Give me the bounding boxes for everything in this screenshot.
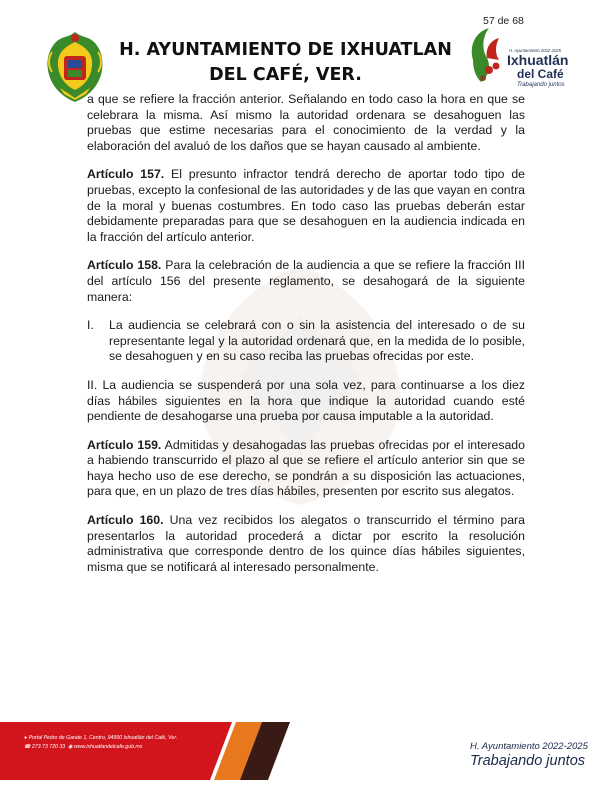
footer-contact <box>24 734 177 751</box>
brand-name-line2: del Café <box>517 67 564 81</box>
title-line-2: DEL CAFÉ, VER. <box>209 65 362 85</box>
intro-paragraph: a que se refiere la fracción anterior. Señalando en todo caso la hora en que se celebrara la misma. Así mismo la autoridad ordenara se desahoguen las pruebas que estime necesarias para el conocimiento de la verdad y la elaboración del avaluó de los daños que se hayan causado al ambiente. <box>87 92 525 153</box>
page-number: 57 de 68 <box>483 15 524 27</box>
footer-slogan-period: H. Ayuntamiento 2022-2025 <box>470 741 588 752</box>
footer-slogan-text: Trabajando juntos <box>470 753 586 769</box>
phone-icon: ☎ <box>24 743 31 750</box>
footer-address: Portal Pedro de Garate 1, Centro, 94950 Ixhuatlán del Café, Ver. <box>28 735 178 741</box>
brand-slogan: Trabajando juntos <box>517 82 565 88</box>
list-item-i <box>87 318 525 365</box>
article-158-number: Artículo 158. <box>87 258 162 273</box>
article-158-text: Para la celebración de la audiencia a que se refiere la fracción III del artículo 156 del presente reglamento, se desahogará de la siguiente manera: <box>87 258 525 304</box>
location-pin-icon: ● <box>24 735 28 741</box>
article-158 <box>87 258 525 305</box>
list-item-i-marker: I. <box>87 318 94 333</box>
article-160-number: Artículo 160. <box>87 513 164 528</box>
article-159-text: Admitidas y desahogadas las pruebas ofrecidas por el interesado a habiendo transcurrido el plazo al que se refiere el artículo anterior sin que se haya hecho uso de ese derecho, se pondrán a su disposición las actuaciones, para que, en un plazo de tres días hábiles, presenten por escrito sus alegatos. <box>87 437 525 499</box>
document-body <box>87 92 525 588</box>
article-157-number: Artículo 157. <box>87 167 165 182</box>
ixhuatlan-brand-logo <box>465 20 585 100</box>
list-item-ii: II. La audiencia se suspenderá por una sola vez, para continuarse a los diez días hábiles siguientes en la hora que indique la autoridad cuando esté pendiente de desahogarse una prueba por causa imputable a la autoridad. <box>87 377 525 424</box>
footer-phone: 273 73 720 33 <box>31 743 66 750</box>
document-title <box>118 38 453 88</box>
article-160-text: Una vez recibidos los alegatos o transcurrido el término para presentarlos la autoridad procederá a dictar por escrito la resolución administrativa que corresponde dentro de los quince días hábiles siguientes, misma que se notificará al interesado personalmente. <box>87 513 525 574</box>
footer-slogan <box>470 741 588 769</box>
footer-phone-web-line <box>24 743 177 752</box>
title-line-1: H. AYUNTAMIENTO DE IXHUATLAN <box>119 40 452 60</box>
brand-name-line1: Ixhuatlán <box>507 52 569 68</box>
article-157 <box>87 167 525 245</box>
footer-address-line <box>24 734 177 743</box>
article-157-text: El presunto infractor tendrá derecho de aportar todo tipo de pruebas, excepto la confesional de las autoridades y de las que vayan en contra de la moral y buenas costumbres. En todo caso las pruebas deberán estar debidamente preparadas para que se desahoguen en la audiencia indicada en la fracción del artículo anterior. <box>87 167 525 244</box>
footer-website[interactable]: www.ixhuatlandelcafe.gob.mx <box>73 743 143 750</box>
article-159-number: Artículo 159. <box>87 437 162 452</box>
list-item-i-text: La audiencia se celebrará con o sin la asistencia del interesado o de su representante legal y la autoridad ordenará que, en la medida de lo posible, se desahoguen y en su caso reciba las pruebas ofrecidas por este. <box>109 318 525 364</box>
article-160 <box>87 513 525 575</box>
footer-banner <box>0 722 290 780</box>
brand-period: H. Ayuntamiento 2022-2025 <box>509 48 561 53</box>
globe-icon: ◉ <box>68 743 73 750</box>
article-159 <box>87 438 525 500</box>
